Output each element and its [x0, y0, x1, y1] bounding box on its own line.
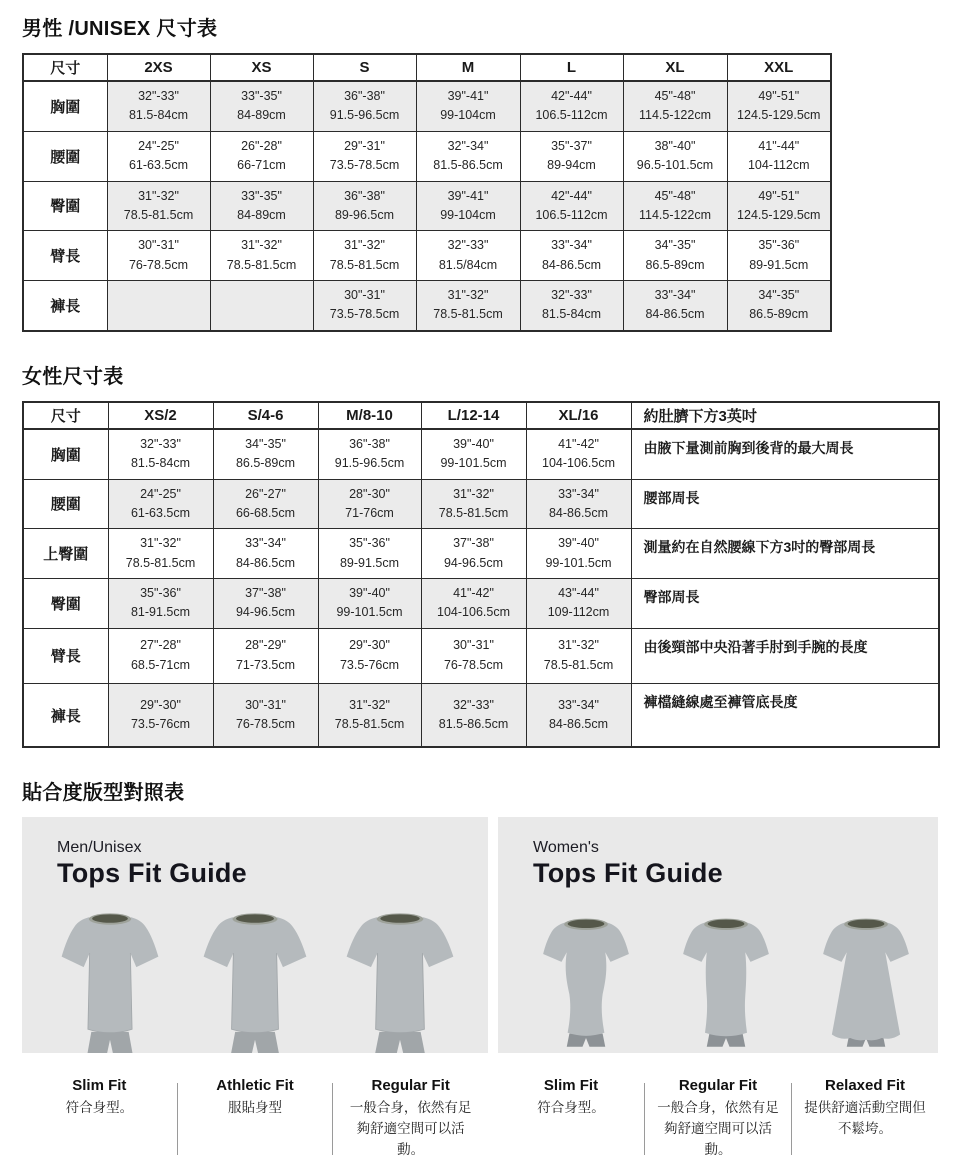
- size-cell: 27"-28" 68.5-71cm: [108, 628, 213, 683]
- measure-description: 測量約在自然腰線下方3吋的臀部周長: [631, 529, 939, 579]
- size-col-header: S/4-6: [213, 402, 318, 429]
- panel-title: Tops Fit Guide: [533, 858, 723, 889]
- size-cell: 39"-40" 99-101.5cm: [421, 429, 526, 479]
- size-cell: 33"-34" 84-86.5cm: [213, 529, 318, 579]
- size-col-header: S: [313, 54, 416, 81]
- fit-column: [792, 1077, 938, 1140]
- size-cell: 32"-33" 81.5-84cm: [108, 429, 213, 479]
- size-cell: 24"-25" 61-63.5cm: [107, 131, 210, 181]
- row-label: 上臀圍: [23, 529, 108, 579]
- fit-guide-panel: [22, 817, 488, 1053]
- size-cell: 30"-31" 76-78.5cm: [107, 231, 210, 281]
- size-cell: 33"-35" 84-89cm: [210, 181, 313, 231]
- size-cell: 36"-38" 89-96.5cm: [313, 181, 416, 231]
- table-row: [23, 479, 939, 529]
- men-size-table: [22, 53, 832, 332]
- table-row: [23, 628, 939, 683]
- size-col-header: XXL: [727, 54, 831, 81]
- size-col-header: XS/2: [108, 402, 213, 429]
- row-label: 胸圍: [23, 429, 108, 479]
- fit-name: Slim Fit: [543, 1077, 599, 1095]
- mens-tshirt-figure: [185, 907, 325, 1053]
- size-col-header: XL: [623, 54, 727, 81]
- table-row: [23, 281, 831, 331]
- size-cell: 36"-38" 91.5-96.5cm: [318, 429, 421, 479]
- size-cell: 31"-32" 78.5-81.5cm: [318, 683, 421, 747]
- size-col-header: M: [416, 54, 520, 81]
- table-row: [23, 181, 831, 231]
- men-fit-guide: [22, 817, 488, 1161]
- size-cell: 34"-35" 86.5-89cm: [623, 231, 727, 281]
- size-cell: 29"-30" 73.5-76cm: [318, 628, 421, 683]
- size-cell: 41"-42" 104-106.5cm: [526, 429, 631, 479]
- size-cell: 33"-35" 84-89cm: [210, 81, 313, 131]
- fit-labels-row: [498, 1053, 938, 1161]
- size-cell: 45"-48" 114.5-122cm: [623, 81, 727, 131]
- row-label: 腰圍: [23, 131, 107, 181]
- size-cell: 31"-32" 78.5-81.5cm: [313, 231, 416, 281]
- size-cell: 31"-32" 78.5-81.5cm: [108, 529, 213, 579]
- size-cell: 32"-33" 81.5-86.5cm: [421, 683, 526, 747]
- size-col-header: XS: [210, 54, 313, 81]
- size-cell: 39"-40" 99-101.5cm: [526, 529, 631, 579]
- fit-column: [178, 1077, 333, 1119]
- size-col-header: M/8-10: [318, 402, 421, 429]
- size-cell: 32"-33" 81.5-84cm: [520, 281, 623, 331]
- size-cell: 34"-35" 86.5-89cm: [213, 429, 318, 479]
- tshirt-figures-row: [498, 907, 938, 1053]
- fit-column: [22, 1077, 177, 1119]
- fit-name: Athletic Fit: [216, 1077, 294, 1095]
- fit-description: 一般合身，依然有足夠舒適空間可以活動。: [349, 1100, 472, 1158]
- size-cell: 39"-41" 99-104cm: [416, 181, 520, 231]
- size-cell: 37"-38" 94-96.5cm: [421, 529, 526, 579]
- size-cell: 43"-44" 109-112cm: [526, 579, 631, 629]
- size-cell: 38"-40" 96.5-101.5cm: [623, 131, 727, 181]
- size-cell: 49"-51" 124.5-129.5cm: [727, 181, 831, 231]
- size-cell: 42"-44" 106.5-112cm: [520, 81, 623, 131]
- measure-description: 臀部周長: [631, 579, 939, 629]
- size-cell: 42"-44" 106.5-112cm: [520, 181, 623, 231]
- table-row: [23, 81, 831, 131]
- row-label: 胸圍: [23, 81, 107, 131]
- table-header-row: [23, 402, 939, 429]
- size-cell: 35"-36" 81-91.5cm: [108, 579, 213, 629]
- fit-description: 提供舒適活動空間但不鬆垮。: [804, 1100, 926, 1137]
- corner-header: 尺寸: [23, 54, 107, 81]
- size-cell: 41"-42" 104-106.5cm: [421, 579, 526, 629]
- row-label: 褲長: [23, 683, 108, 747]
- size-cell: 33"-34" 84-86.5cm: [526, 479, 631, 529]
- fit-name: Regular Fit: [678, 1077, 758, 1095]
- women-section-title: 女性尺寸表: [22, 365, 124, 388]
- measure-description: 褲檔縫線處至褲管底長度: [631, 683, 939, 747]
- fit-description: 符合身型。: [65, 1100, 134, 1116]
- row-label: 臂長: [23, 628, 108, 683]
- table-row: [23, 131, 831, 181]
- size-cell: 33"-34" 84-86.5cm: [520, 231, 623, 281]
- size-cell: 35"-36" 89-91.5cm: [318, 529, 421, 579]
- size-cell: 29"-31" 73.5-78.5cm: [313, 131, 416, 181]
- size-cell: 28"-30" 71-76cm: [318, 479, 421, 529]
- row-label: 褲長: [23, 281, 107, 331]
- size-cell: 30"-31" 73.5-78.5cm: [313, 281, 416, 331]
- size-cell: 24"-25" 61-63.5cm: [108, 479, 213, 529]
- size-cell: 45"-48" 114.5-122cm: [623, 181, 727, 231]
- table-row: [23, 579, 939, 629]
- fit-description: 服貼身型: [228, 1100, 282, 1116]
- row-label: 臀圍: [23, 181, 107, 231]
- size-cell: 26"-28" 66-71cm: [210, 131, 313, 181]
- size-cell: 30"-31" 76-78.5cm: [421, 628, 526, 683]
- fit-description: 一般合身，依然有足夠舒適空間可以活動。: [657, 1100, 779, 1158]
- panel-header: [22, 817, 488, 889]
- size-cell: 41"-44" 104-112cm: [727, 131, 831, 181]
- row-label: 腰圍: [23, 479, 108, 529]
- size-cell: 37"-38" 94-96.5cm: [213, 579, 318, 629]
- size-cell: 34"-35" 86.5-89cm: [727, 281, 831, 331]
- panel-header: [498, 817, 938, 889]
- size-cell: 31"-32" 78.5-81.5cm: [526, 628, 631, 683]
- size-cell: 30"-31" 76-78.5cm: [213, 683, 318, 747]
- size-cell: 31"-32" 78.5-81.5cm: [421, 479, 526, 529]
- fit-guide-panels: [22, 817, 938, 1161]
- mens-tshirt-figure: [40, 907, 180, 1053]
- womens-tshirt-figure: [656, 907, 796, 1053]
- table-header-row: [23, 54, 831, 81]
- fit-guide-panel: [498, 817, 938, 1053]
- size-cell: 35"-37" 89-94cm: [520, 131, 623, 181]
- size-cell: 31"-32" 78.5-81.5cm: [107, 181, 210, 231]
- size-cell: 28"-29" 71-73.5cm: [213, 628, 318, 683]
- size-cell: 32"-33" 81.5-84cm: [107, 81, 210, 131]
- size-col-header: 2XS: [107, 54, 210, 81]
- size-col-header: L/12-14: [421, 402, 526, 429]
- women-size-table: [22, 401, 940, 749]
- size-cell: 35"-36" 89-91.5cm: [727, 231, 831, 281]
- tshirt-figures-row: [22, 907, 488, 1053]
- measure-note-header: 約肚臍下方3英吋: [631, 402, 939, 429]
- table-row: [23, 429, 939, 479]
- panel-eyebrow: Men/Unisex: [57, 839, 142, 857]
- panel-eyebrow: Women's: [533, 839, 599, 857]
- corner-header: 尺寸: [23, 402, 108, 429]
- size-col-header: L: [520, 54, 623, 81]
- measure-description: 腰部周長: [631, 479, 939, 529]
- size-cell: 32"-33" 81.5/84cm: [416, 231, 520, 281]
- size-cell: [107, 281, 210, 331]
- fit-name: Relaxed Fit: [824, 1077, 906, 1095]
- size-cell: 31"-32" 78.5-81.5cm: [210, 231, 313, 281]
- size-cell: 29"-30" 73.5-76cm: [108, 683, 213, 747]
- size-col-header: XL/16: [526, 402, 631, 429]
- size-cell: 33"-34" 84-86.5cm: [623, 281, 727, 331]
- fit-labels-row: [22, 1053, 488, 1161]
- size-cell: 49"-51" 124.5-129.5cm: [727, 81, 831, 131]
- fit-column: [498, 1077, 644, 1119]
- fit-guide-section-title: 貼合度版型對照表: [22, 782, 185, 805]
- size-cell: 36"-38" 91.5-96.5cm: [313, 81, 416, 131]
- fit-name: Regular Fit: [371, 1077, 450, 1095]
- womens-tshirt-figure: [516, 907, 656, 1053]
- row-label: 臀圍: [23, 579, 108, 629]
- size-cell: 32"-34" 81.5-86.5cm: [416, 131, 520, 181]
- fit-name: Slim Fit: [72, 1077, 127, 1095]
- mens-tshirt-figure: [330, 907, 470, 1053]
- women-fit-guide: [498, 817, 938, 1161]
- measure-description: 由腋下量測前胸到後背的最大周長: [631, 429, 939, 479]
- row-label: 臂長: [23, 231, 107, 281]
- size-cell: 39"-41" 99-104cm: [416, 81, 520, 131]
- fit-description: 符合身型。: [537, 1100, 605, 1116]
- size-cell: [210, 281, 313, 331]
- table-row: [23, 529, 939, 579]
- fit-column: [645, 1077, 791, 1161]
- fit-column: [333, 1077, 488, 1161]
- womens-tshirt-figure: [796, 907, 936, 1053]
- table-row: [23, 231, 831, 281]
- table-row: [23, 683, 939, 747]
- men-section-title: 男性 /UNISEX 尺寸表: [22, 18, 218, 40]
- size-cell: 39"-40" 99-101.5cm: [318, 579, 421, 629]
- size-cell: 31"-32" 78.5-81.5cm: [416, 281, 520, 331]
- size-cell: 33"-34" 84-86.5cm: [526, 683, 631, 747]
- panel-title: Tops Fit Guide: [57, 858, 247, 889]
- size-cell: 26"-27" 66-68.5cm: [213, 479, 318, 529]
- measure-description: 由後頸部中央沿著手肘到手腕的長度: [631, 628, 939, 683]
